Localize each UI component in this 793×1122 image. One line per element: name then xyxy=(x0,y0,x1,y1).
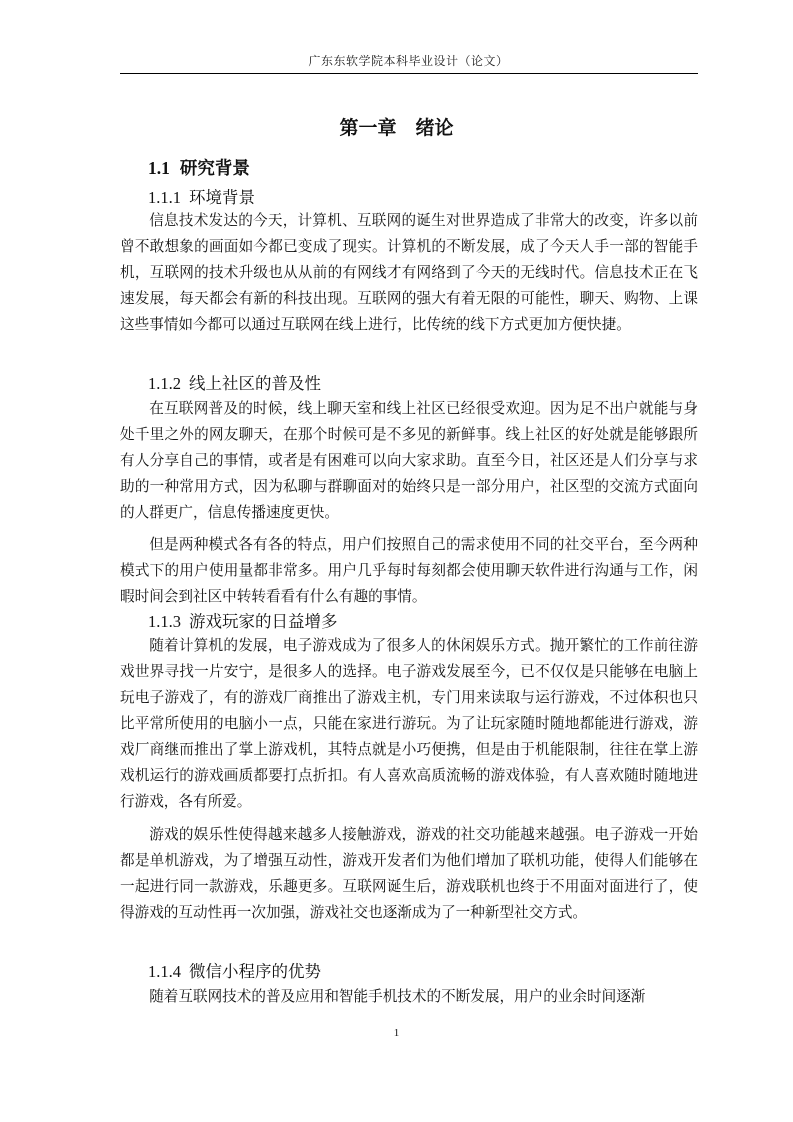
paragraph: 游戏的娱乐性使得越来越多人接触游戏，游戏的社交功能越来越强。电子游戏一开始都是单机游戏，为了增强互动性，游戏开发者们为他们增加了联机功能，使得人们能够在一起进行同一款游戏，乐趣更多。互联网诞生后，游戏联机也终于不用面对面进行了，使得游戏的互动性再一次加强，游戏社交也逐渐成为了一种新型社交方式。 xyxy=(120,826,698,921)
subsection-title: 微信小程序的优势 xyxy=(189,962,321,981)
subsection-heading-1-1-1 xyxy=(148,184,255,208)
header-divider xyxy=(120,73,698,74)
subsection-number: 1.1.4 xyxy=(148,962,181,981)
paragraph: 但是两种模式各有各的特点，用户们按照自己的需求使用不同的社交平台，至今两种模式下的用户使用量都非常多。用户几乎每时每刻都会使用聊天软件进行沟通与工作，闲暇时间会到社区中转转看看有什么有趣的事情。 xyxy=(120,536,698,605)
chapter-title: 第一章 绪论 xyxy=(339,117,454,139)
paragraph: 随着计算机的发展，电子游戏成为了很多人的休闲娱乐方式。抛开繁忙的工作前往游戏世界寻找一片安宁，是很多人的选择。电子游戏发展至今，已不仅仅是只能够在电脑上玩电子游戏了，有的游戏厂商推出了游戏主机，专门用来读取与运行游戏，不过体积也只比平常所使用的电脑小一点，只能在家进行游玩。为了让玩家随时随地都能进行游戏，游戏厂商继而推出了掌上游戏机，其特点就是小巧便携，但是由于机能限制，往往在掌上游戏机运行的游戏画质都要打点折扣。有人喜欢高质流畅的游戏体验，有人喜欢随时随地进行游戏，各有所爱。 xyxy=(120,637,698,810)
subsection-heading-1-1-2 xyxy=(148,370,321,394)
subsection-title: 环境背景 xyxy=(189,188,255,207)
paragraph: 在互联网普及的时候，线上聊天室和线上社区已经很受欢迎。因为足不出户就能与身处千里之外的网友聊天，在那个时候可是不多见的新鲜事。线上社区的好处就是能够跟所有人分享自己的事情，或者是有困难可以向大家求助。直至今日，社区还是人们分享与求助的一种常用方式，因为私聊与群聊面对的始终只是一部分用户，社区型的交流方式面向的人群更广，信息传播速度更快。 xyxy=(120,400,698,521)
section-number: 1.1 xyxy=(148,158,170,178)
page-number: 1 xyxy=(393,1027,400,1039)
section-title: 研究背景 xyxy=(179,159,250,179)
page-header: 广东东软学院本科毕业设计（论文） xyxy=(308,54,509,68)
subsection-heading-1-1-3 xyxy=(148,608,338,632)
section-heading xyxy=(148,155,250,180)
subsection-title: 游戏玩家的日益增多 xyxy=(189,612,338,631)
paragraph: 随着互联网技术的普及应用和智能手机技术的不断发展，用户的业余时间逐渐 xyxy=(149,988,646,1005)
paragraph: 信息技术发达的今天，计算机、互联网的诞生对世界造成了非常大的改变，许多以前曾不敢想象的画面如今都已变成了现实。计算机的不断发展，成了今天人手一部的智能手机，互联网的技术升级也从从前的有网线才有网络到了今天的无线时代。信息技术正在飞速发展，每天都会有新的科技出现。互联网的强大有着无限的可能性，聊天、购物、上课这些事情如今都可以通过互联网在线上进行，比传统的线下方式更加方便快捷。 xyxy=(120,212,698,333)
subsection-number: 1.1.2 xyxy=(148,374,181,393)
subsection-heading-1-1-4 xyxy=(148,958,321,982)
subsection-title: 线上社区的普及性 xyxy=(189,374,321,393)
subsection-number: 1.1.3 xyxy=(148,612,181,631)
subsection-number: 1.1.1 xyxy=(148,188,181,207)
